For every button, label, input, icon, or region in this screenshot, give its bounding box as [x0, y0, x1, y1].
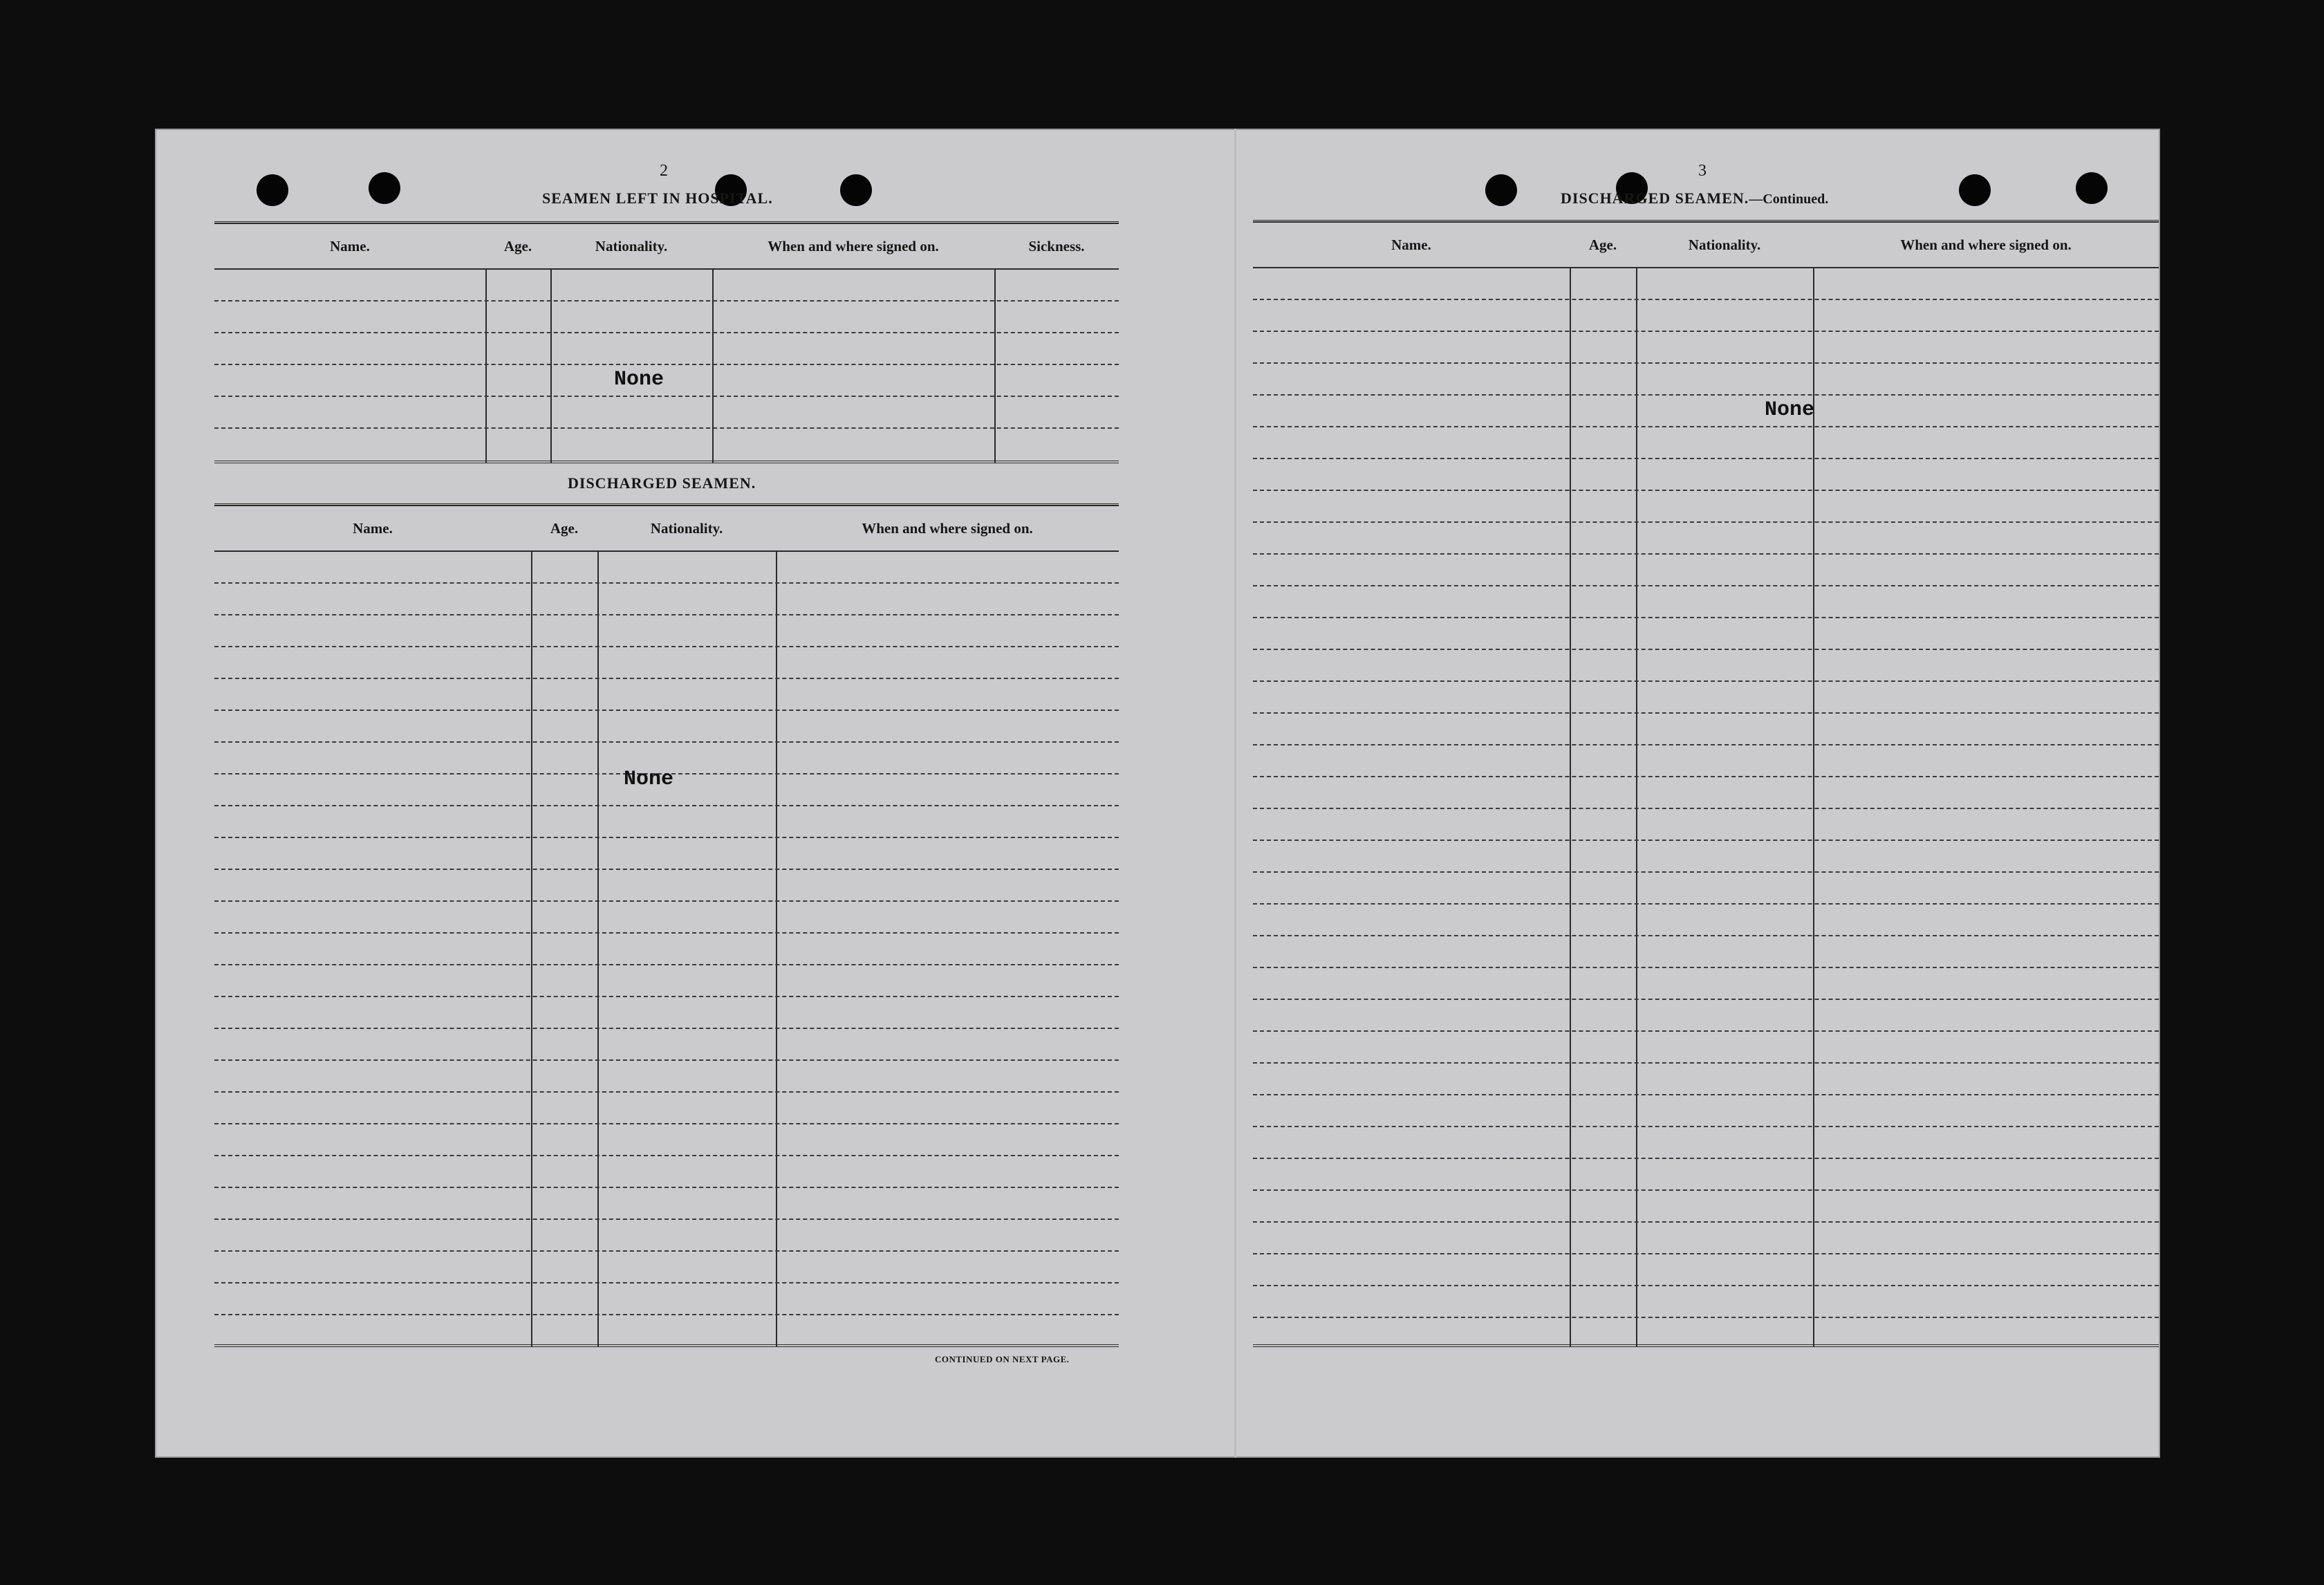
- entry-row-line: [214, 396, 1119, 397]
- continued-note: CONTINUED ON NEXT PAGE.: [935, 1354, 1070, 1364]
- punch-hole: [1959, 174, 1991, 206]
- discharged-continued-header: [1253, 222, 2159, 268]
- discharged-continued-body: [1253, 268, 2159, 1347]
- discharged-section-title: DISCHARGED SEAMEN.: [568, 474, 756, 492]
- col-signed-on: When and where signed on.: [768, 237, 939, 254]
- discharged-continued-title: [1561, 189, 1828, 207]
- discharged-continued-none-entry: None: [1765, 398, 1815, 422]
- form-sheet: [155, 129, 2160, 1458]
- col-sickness: Sickness.: [1028, 237, 1085, 254]
- col-age: Age.: [503, 237, 532, 254]
- entry-row-line: [214, 364, 1119, 365]
- col-name: Name.: [1391, 236, 1431, 253]
- hospital-table-header: [214, 223, 1119, 270]
- entry-row-line: [214, 300, 1119, 302]
- punch-hole: [1485, 174, 1517, 206]
- col-nationality: Nationality.: [650, 519, 723, 537]
- hospital-section-title: SEAMEN LEFT IN HOSPITAL.: [542, 189, 773, 207]
- col-nationality: Nationality.: [595, 237, 668, 254]
- hospital-none-entry: None: [614, 368, 664, 391]
- hospital-table-body: [214, 270, 1119, 463]
- page-number-left: 2: [660, 162, 668, 180]
- entry-row-line: [214, 332, 1119, 333]
- col-age: Age.: [1588, 236, 1617, 253]
- col-signed-on: When and where signed on.: [862, 519, 1033, 537]
- col-age: Age.: [550, 519, 579, 537]
- discharged-table-body: [214, 552, 1119, 1347]
- col-signed-on: When and where signed on.: [1900, 236, 2072, 253]
- col-name: Name.: [353, 519, 393, 537]
- punch-hole: [369, 172, 400, 204]
- col-name: Name.: [330, 237, 370, 254]
- discharged-continued-title-main: DISCHARGED SEAMEN.: [1561, 189, 1749, 207]
- entry-row-line: [214, 427, 1119, 429]
- punch-hole: [257, 174, 288, 206]
- col-nationality: Nationality.: [1688, 236, 1761, 253]
- punch-hole: [2076, 172, 2108, 204]
- discharged-table-right: [1253, 220, 2159, 1349]
- discharged-table-left: [214, 503, 1119, 1349]
- page-number-right: 3: [1698, 162, 1707, 180]
- discharged-continued-suffix: —Continued.: [1749, 192, 1829, 207]
- punch-hole: [840, 174, 872, 206]
- discharged-table-header: [214, 506, 1119, 552]
- discharged-none-entry: None: [624, 768, 674, 791]
- page-fold: [1234, 129, 1236, 1458]
